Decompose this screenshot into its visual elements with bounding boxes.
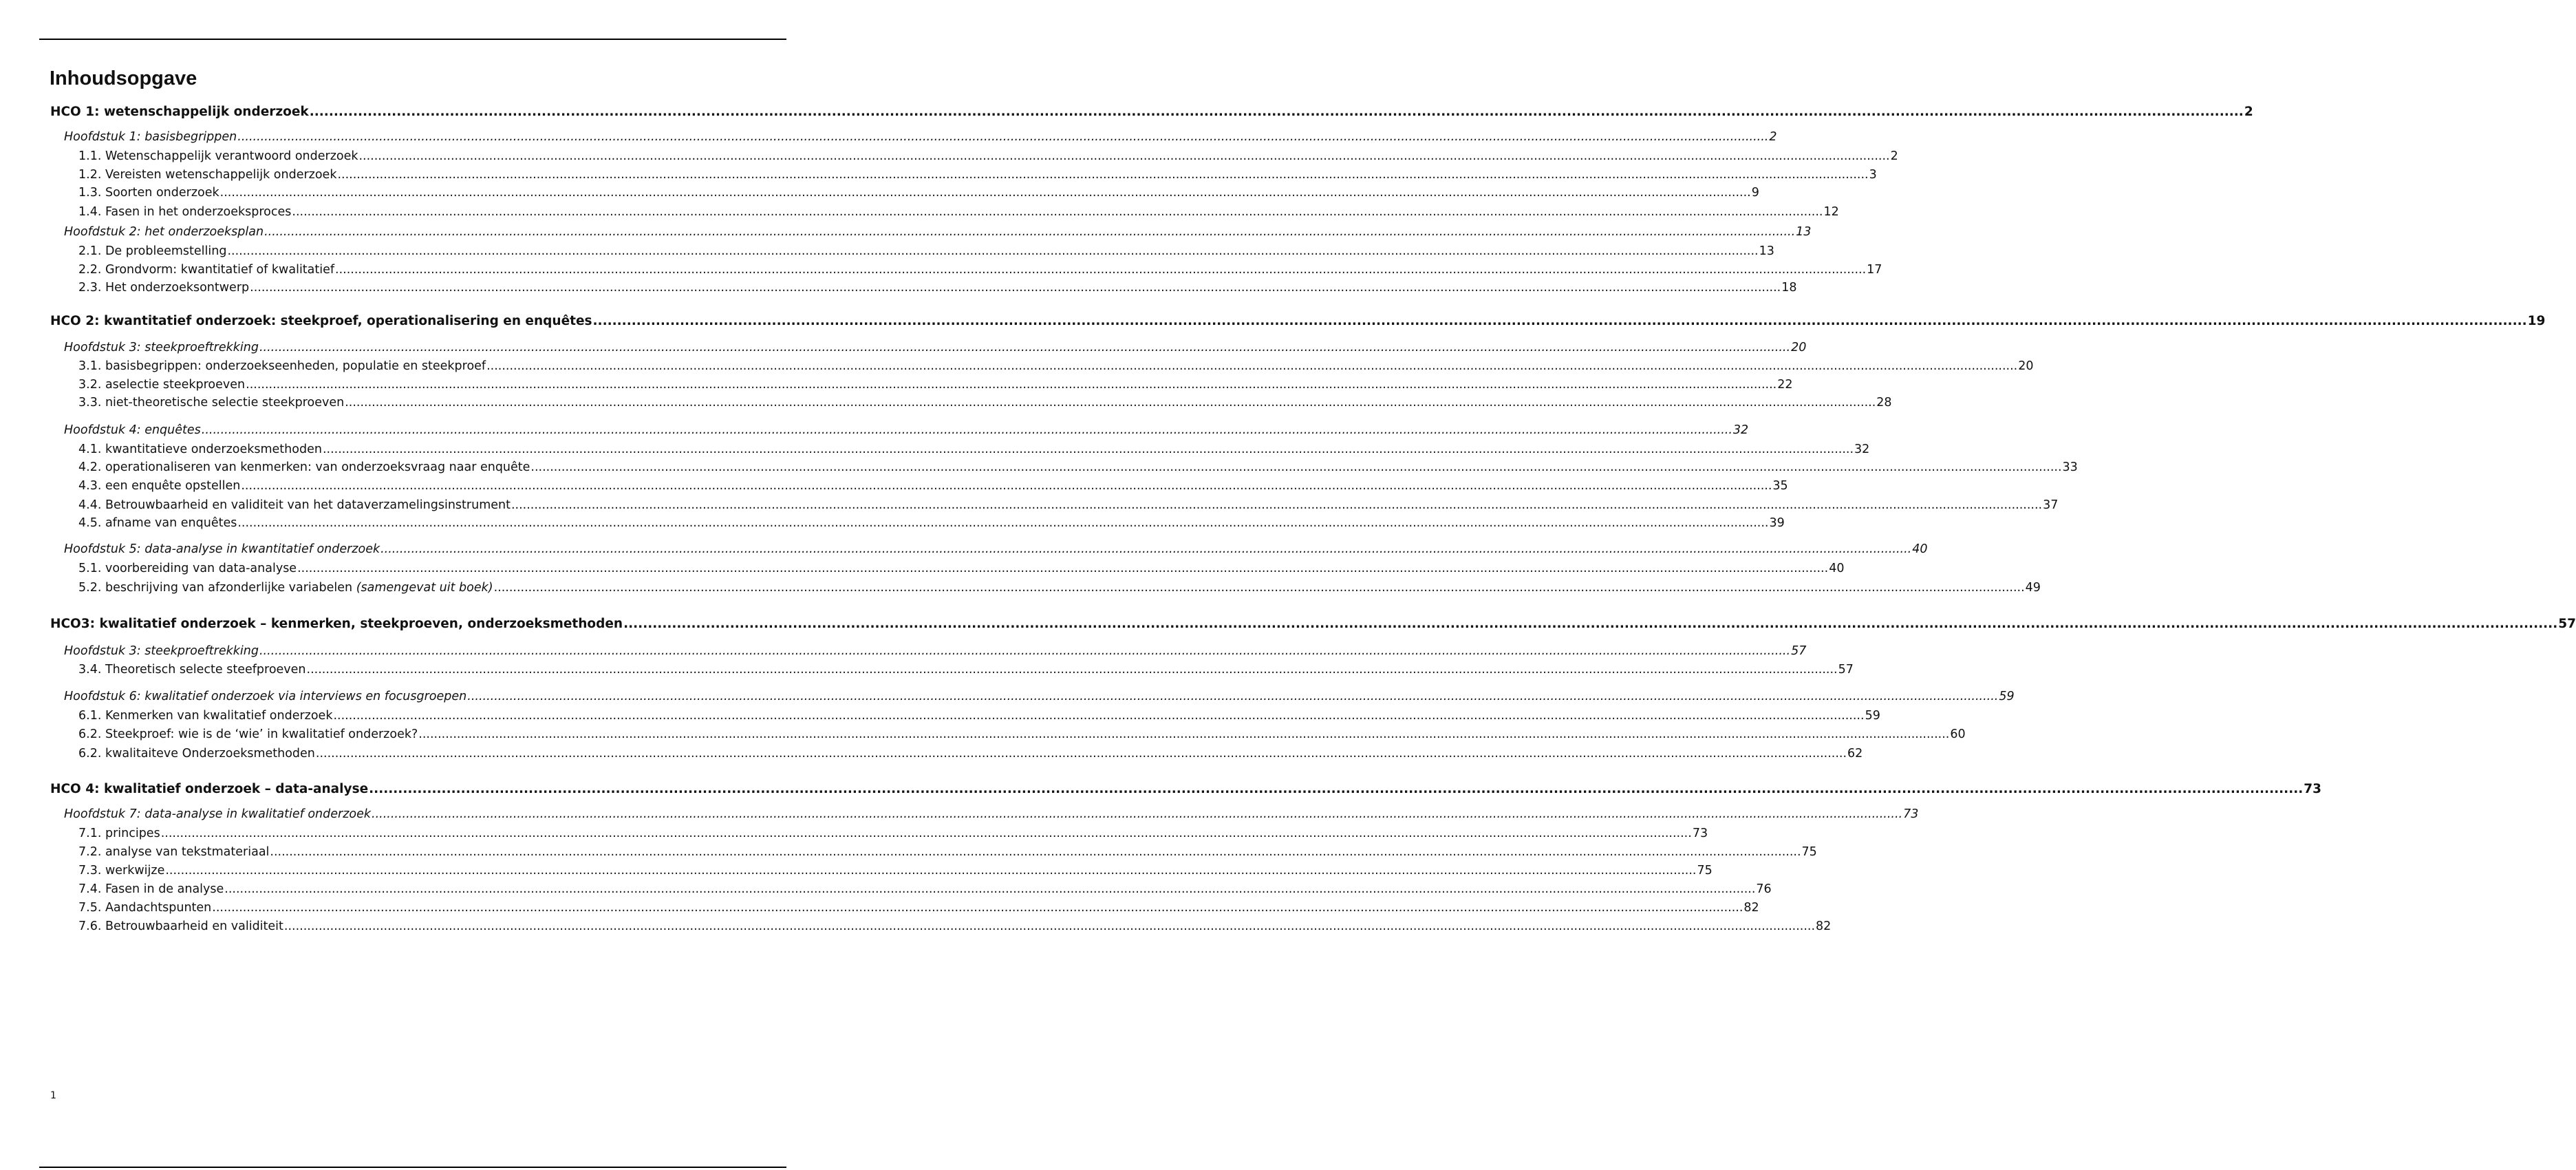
toc-chapter-entry[interactable] (50, 807, 1919, 821)
toc-section-entry[interactable] (50, 827, 1708, 840)
toc-leader-dots: ................................................................................................................................................................................................................................................................................................................................................................................................................ (335, 263, 1867, 277)
toc-leader-dots: ................................................................................................................................................................................................................................................................................................................................................................................................................ (380, 542, 1912, 556)
toc-leader-dots: ................................................................................................................................................................................................................................................................................................................................................................................................................ (306, 663, 1838, 677)
toc-page-number: 57 (2558, 617, 2576, 631)
toc-leader-dots: ................................................................................................................................................................................................................................................................................................................................................................................................................ (333, 709, 1865, 723)
toc-leader-dots: ................................................................................................................................................................................................................................................................................................................................................................................................................ (241, 479, 1772, 493)
toc-page-number: 20 (2018, 359, 2034, 373)
toc-page-number: 32 (1854, 443, 1870, 456)
toc-page-number: 57 (1791, 644, 1807, 658)
toc-section-entry[interactable] (50, 845, 1817, 859)
toc-section-entry[interactable] (50, 479, 1788, 493)
toc-leader-dots: ................................................................................................................................................................................................................................................................................................................................................................................................................ (201, 423, 1732, 437)
toc-entry-label: 1.1. Wetenschappelijk verantwoord onderzoek (78, 149, 358, 163)
toc-leader-dots: ................................................................................................................................................................................................................................................................................................................................................................................................................ (237, 516, 1769, 530)
toc-page-number: 82 (1816, 919, 1832, 933)
toc-section-entry[interactable] (50, 562, 1845, 575)
toc-page-number: 76 (1756, 882, 1772, 896)
toc-entry-label: 6.1. Kenmerken van kwalitatief onderzoek (78, 709, 333, 723)
toc-entry-label: 7.5. Aandachtspunten (78, 901, 212, 915)
toc-section-entry[interactable] (50, 747, 1863, 760)
toc-leader-dots: ................................................................................................................................................................................................................................................................................................................................................................................................................ (530, 460, 2062, 474)
toc-leader-dots: ................................................................................................................................................................................................................................................................................................................................................................................................................ (212, 901, 1743, 915)
page-title: Inhoudsopgave (50, 67, 197, 89)
toc-entry-label: 3.3. niet-theoretische selectie steekproeven (78, 396, 345, 410)
toc-leader-dots: ................................................................................................................................................................................................................................................................................................................................................................................................................ (165, 864, 1697, 878)
toc-leader-dots: ................................................................................................................................................................................................................................................................................................................................................................................................................ (219, 186, 1751, 200)
toc-page-number: 57 (1838, 663, 1854, 677)
toc-entry-label: Hoofdstuk 6: kwalitatief onderzoek via interviews en focusgroepen (64, 690, 467, 703)
toc-entry-label: 7.6. Betrouwbaarheid en validiteit (78, 919, 283, 933)
toc-chapter-entry[interactable] (50, 644, 1807, 658)
toc-leader-dots: ................................................................................................................................................................................................................................................................................................................................................................................................................ (592, 314, 2527, 328)
toc-leader-dots: ................................................................................................................................................................................................................................................................................................................................................................................................................ (237, 130, 1769, 144)
toc-page-number: 12 (1823, 205, 1839, 219)
toc-page-number: 2 (2244, 105, 2253, 119)
toc-section-entry[interactable] (50, 516, 1785, 530)
toc-part-entry[interactable] (50, 782, 2322, 796)
toc-entry-label: 7.1. principes (78, 827, 160, 840)
toc-page-number: 73 (2304, 782, 2322, 796)
toc-page-number: 59 (1999, 690, 2015, 703)
toc-leader-dots: ................................................................................................................................................................................................................................................................................................................................................................................................................ (250, 281, 1781, 295)
toc-section-entry[interactable] (50, 663, 1854, 677)
toc-page-number: 19 (2527, 314, 2546, 328)
toc-leader-dots: ................................................................................................................................................................................................................................................................................................................................................................................................................ (358, 149, 1890, 163)
page-number: 1 (50, 1090, 56, 1101)
toc-page-number: 13 (1759, 244, 1774, 258)
toc-entry-label: HCO 1: wetenschappelijk onderzoek (50, 105, 309, 119)
toc-leader-dots: ................................................................................................................................................................................................................................................................................................................................................................................................................ (345, 396, 1876, 410)
toc-entry-label: HCO 4: kwalitatief onderzoek – data-analyse (50, 782, 369, 796)
toc-leader-dots: ................................................................................................................................................................................................................................................................................................................................................................................................................ (270, 845, 1801, 859)
toc-page-number: 49 (2025, 581, 2041, 595)
toc-page-number: 9 (1751, 186, 1759, 200)
toc-section-entry[interactable] (50, 281, 1797, 295)
toc-entry-label: 7.2. analyse van tekstmateriaal (78, 845, 270, 859)
toc-page-number: 73 (1692, 827, 1708, 840)
toc-leader-dots: ................................................................................................................................................................................................................................................................................................................................................................................................................ (292, 205, 1823, 219)
toc-entry-label: 3.4. Theoretisch selecte steefproeven (78, 663, 306, 677)
toc-section-entry[interactable] (50, 498, 2059, 512)
toc-leader-dots: ................................................................................................................................................................................................................................................................................................................................................................................................................ (486, 359, 2018, 373)
toc-page-number: 17 (1867, 263, 1882, 277)
toc-entry-label: 1.4. Fasen in het onderzoeksproces (78, 205, 292, 219)
toc-section-entry[interactable] (50, 919, 1832, 933)
toc-section-entry[interactable] (50, 244, 1774, 258)
toc-page-number: 37 (2043, 498, 2059, 512)
toc-entry-label: Hoofdstuk 2: het onderzoeksplan (64, 225, 264, 239)
toc-entry-label: 4.5. afname van enquêtes (78, 516, 237, 530)
toc-page-number: 59 (1865, 709, 1880, 723)
toc-entry-label: 2.3. Het onderzoeksontwerp (78, 281, 250, 295)
toc-section-entry[interactable] (50, 443, 1870, 456)
toc-page-number: 32 (1732, 423, 1749, 437)
toc-leader-dots: ................................................................................................................................................................................................................................................................................................................................................................................................................ (297, 562, 1829, 575)
toc-leader-dots: ................................................................................................................................................................................................................................................................................................................................................................................................................ (224, 882, 1756, 896)
toc-page-number: 62 (1847, 747, 1863, 760)
toc-page-number: 60 (1950, 727, 1966, 741)
toc-entry-label: 1.2. Vereisten wetenschappelijk onderzoek (78, 168, 337, 182)
toc-entry-label-note: (samengevat uit boek) (352, 581, 493, 595)
toc-section-entry[interactable] (50, 378, 1793, 392)
toc-page-number: 40 (1829, 562, 1845, 575)
toc-leader-dots: ................................................................................................................................................................................................................................................................................................................................................................................................................ (418, 727, 1950, 741)
toc-entry-label: 5.2. beschrijving van afzonderlijke variabelen (78, 581, 353, 595)
toc-part-entry[interactable] (50, 617, 2576, 631)
toc-leader-dots: ................................................................................................................................................................................................................................................................................................................................................................................................................ (511, 498, 2043, 512)
toc-section-entry[interactable] (50, 864, 1713, 878)
toc-section-entry[interactable] (50, 901, 1759, 915)
toc-entry-label: 4.4. Betrouwbaarheid en validiteit van het dataverzamelingsinstrument (78, 498, 511, 512)
toc-entry-label: Hoofdstuk 3: steekproeftrekking (64, 341, 259, 354)
toc-entry-label: 2.2. Grondvorm: kwantitatief of kwalitatief (78, 263, 335, 277)
toc-section-entry[interactable] (50, 359, 2034, 373)
toc-section-entry[interactable] (50, 168, 1877, 182)
toc-leader-dots: ................................................................................................................................................................................................................................................................................................................................................................................................................ (259, 341, 1791, 354)
toc-entry-label: 1.3. Soorten onderzoek (78, 186, 219, 200)
toc-section-entry[interactable] (50, 149, 1898, 163)
toc-leader-dots: ................................................................................................................................................................................................................................................................................................................................................................................................................ (246, 378, 1777, 392)
toc-page-number: 82 (1743, 901, 1759, 915)
toc-page-number: 13 (1796, 225, 1812, 239)
toc-leader-dots: ................................................................................................................................................................................................................................................................................................................................................................................................................ (259, 644, 1791, 658)
toc-leader-dots: ................................................................................................................................................................................................................................................................................................................................................................................................................ (160, 827, 1692, 840)
toc-chapter-entry[interactable] (50, 341, 1807, 354)
toc-page-number: 22 (1777, 378, 1793, 392)
toc-leader-dots: ................................................................................................................................................................................................................................................................................................................................................................................................................ (372, 807, 1903, 821)
toc-leader-dots: ................................................................................................................................................................................................................................................................................................................................................................................................................ (337, 168, 1869, 182)
toc-entry-label: 3.1. basisbegrippen: onderzoekseenheden, populatie en steekproef (78, 359, 486, 373)
toc-section-entry[interactable] (50, 581, 2041, 595)
toc-part-entry[interactable] (50, 314, 2546, 328)
toc-entry-label: 6.2. Steekproef: wie is de ‘wie’ in kwalitatief onderzoek? (78, 727, 418, 741)
toc-entry-label: HCO 2: kwantitatief onderzoek: steekproef, operationalisering en enquêtes (50, 314, 592, 328)
toc-entry-label: 4.2. operationaliseren van kenmerken: van onderzoeksvraag naar enquête (78, 460, 530, 474)
toc-section-entry[interactable] (50, 460, 2078, 474)
toc-chapter-entry[interactable] (50, 690, 2015, 703)
toc-leader-dots: ................................................................................................................................................................................................................................................................................................................................................................................................................ (264, 225, 1796, 239)
toc-leader-dots: ................................................................................................................................................................................................................................................................................................................................................................................................................ (227, 244, 1759, 258)
toc-entry-label: 7.3. werkwijze (78, 864, 165, 878)
toc-page-number: 75 (1697, 864, 1713, 878)
toc-leader-dots: ................................................................................................................................................................................................................................................................................................................................................................................................................ (283, 919, 1816, 933)
toc-part-entry[interactable] (50, 105, 2253, 119)
toc-entry-label: 5.1. voorbereiding van data-analyse (78, 562, 297, 575)
toc-page-number: 2 (1769, 130, 1777, 144)
toc-leader-dots: ................................................................................................................................................................................................................................................................................................................................................................................................................ (309, 105, 2244, 119)
top-rule (39, 39, 786, 40)
toc-section-entry[interactable] (50, 263, 1882, 277)
toc-page-number: 18 (1781, 281, 1797, 295)
toc-entry-label: 7.4. Fasen in de analyse (78, 882, 224, 896)
toc-page-number: 28 (1876, 396, 1892, 410)
toc-page-number: 39 (1769, 516, 1785, 530)
toc-page-number: 35 (1772, 479, 1788, 493)
toc-leader-dots: ................................................................................................................................................................................................................................................................................................................................................................................................................ (315, 747, 1847, 760)
toc-entry-label: Hoofdstuk 5: data-analyse in kwantitatief onderzoek (64, 542, 380, 556)
toc-section-entry[interactable] (50, 396, 1892, 410)
toc-entry-label: Hoofdstuk 3: steekproeftrekking (64, 644, 259, 658)
toc-entry-label: 4.3. een enquête opstellen (78, 479, 241, 493)
toc-page-number: 73 (1903, 807, 1919, 821)
toc-leader-dots: ................................................................................................................................................................................................................................................................................................................................................................................................................ (369, 782, 2304, 796)
toc-entry-label: 6.2. kwalitaiteve Onderzoeksmethoden (78, 747, 315, 760)
toc-chapter-entry[interactable] (50, 225, 1812, 239)
toc-section-entry[interactable] (50, 727, 1966, 741)
toc-leader-dots: ................................................................................................................................................................................................................................................................................................................................................................................................................ (322, 443, 1854, 456)
toc-section-entry[interactable] (50, 709, 1880, 723)
toc-entry-label: Hoofdstuk 4: enquêtes (64, 423, 201, 437)
toc-section-entry[interactable] (50, 882, 1772, 896)
toc-page-number: 3 (1869, 168, 1877, 182)
toc-entry-label: 3.2. aselectie steekproeven (78, 378, 246, 392)
toc-page-number: 33 (2062, 460, 2078, 474)
toc-entry-label: Hoofdstuk 1: basisbegrippen (64, 130, 237, 144)
toc-entry-label: Hoofdstuk 7: data-analyse in kwalitatief onderzoek (64, 807, 372, 821)
toc-page-number: 75 (1801, 845, 1817, 859)
toc-chapter-entry[interactable] (50, 423, 1749, 437)
toc-page-number: 20 (1791, 341, 1807, 354)
toc-leader-dots: ................................................................................................................................................................................................................................................................................................................................................................................................................ (467, 690, 1999, 703)
bottom-rule (39, 1167, 786, 1168)
toc-section-entry[interactable] (50, 186, 1759, 200)
toc-entry-label: HCO3: kwalitatief onderzoek – kenmerken, steekproeven, onderzoeksmethoden (50, 617, 623, 631)
toc-page-number: 40 (1912, 542, 1928, 556)
toc-chapter-entry[interactable] (50, 130, 1777, 144)
toc-leader-dots: ................................................................................................................................................................................................................................................................................................................................................................................................................ (623, 617, 2558, 631)
toc-entry-label: 2.1. De probleemstelling (78, 244, 227, 258)
toc-section-entry[interactable] (50, 205, 1839, 219)
toc-page-number: 2 (1890, 149, 1898, 163)
toc-leader-dots: ................................................................................................................................................................................................................................................................................................................................................................................................................ (493, 581, 2025, 595)
toc-chapter-entry[interactable] (50, 542, 1928, 556)
toc-entry-label: 4.1. kwantitatieve onderzoeksmethoden (78, 443, 322, 456)
